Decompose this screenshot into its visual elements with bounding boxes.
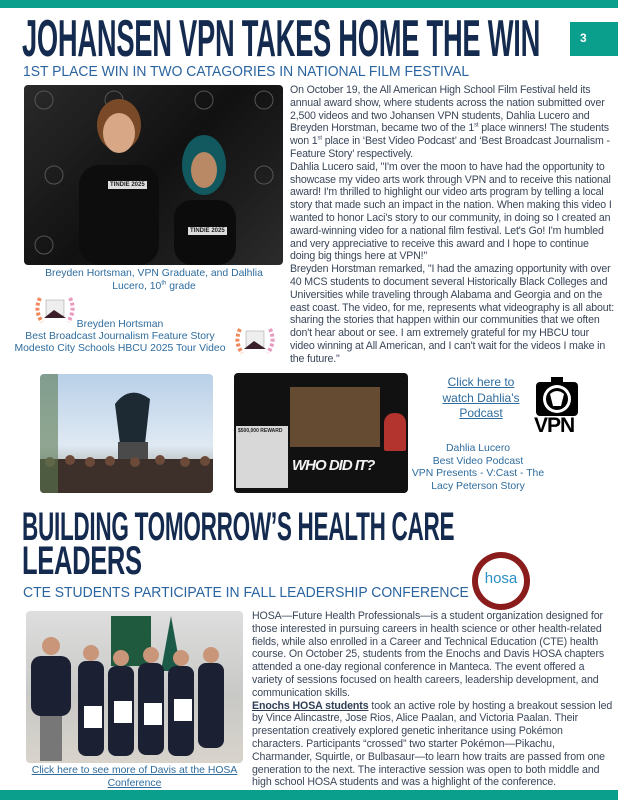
award1-caption <box>14 319 226 356</box>
award2-category: Best Video Podcast <box>432 455 524 467</box>
hosa-logo-text: hosa <box>484 570 518 587</box>
award1-work: Modesto City Schools HBCU 2025 Tour Video <box>14 343 226 355</box>
corkboard <box>290 387 380 447</box>
hosa-logo <box>472 552 530 610</box>
article2-paragraph-1: HOSA—Future Health Professionals—is a student organization designed for those interested in pursuing careers in health science or other health-related fields, while also enrolled in a Career and Technical Education (CTE) health course. On October 25, students from the Enochs and Davis HOSA chapters attended a one-day regional conference in Manteca. The event offered a variety of sessions focused on health careers, leadership development, and communication skills. <box>252 610 605 699</box>
page-number: 3 <box>580 31 587 45</box>
text: Breyden Hortsman, VPN Graduate, and Dalhlia Lucero, 10 <box>45 268 263 292</box>
article2-paragraph-2 <box>252 700 616 790</box>
award1-category: Best Broadcast Journalism Feature Story <box>25 331 215 343</box>
vpn-logo <box>533 374 581 442</box>
text: place in ‘Best Video Podcast’ and ‘Best Broadcast Journalism - Feature Story’ respectively. <box>290 135 610 160</box>
podcast-video-thumbnail[interactable] <box>234 373 408 493</box>
text: grade <box>166 280 196 292</box>
hosa-group-photo <box>26 611 243 763</box>
article1-paragraph-3: Breyden Horstman remarked, "I had the amazing opportunity with over 40 MCS students to document several Historically Black Colleges and Universities while traveling through Alabama and Georgia and on the east coast. The video, for me, represents what videography is all about: sharing the stories that happen within our communities that we often don't hear about or see. I am extremely grateful for my HBCU tour video winning at All American, and I can't wait for the videos I make in the future." <box>290 263 615 365</box>
text: place winners! The students won 1 <box>290 122 609 148</box>
hosa-photo-link-text[interactable]: Click here to see more of Davis at the HOSA Conference <box>31 765 238 789</box>
hosa-logo-inner <box>478 558 524 604</box>
top-accent-bar <box>0 0 618 8</box>
hbcu-tour-photo <box>40 374 213 493</box>
award2-name: Dahlia Lucero <box>445 443 511 454</box>
headline2-container <box>22 505 462 583</box>
festival-laurel-icon <box>232 325 278 357</box>
article1-body <box>290 84 616 366</box>
superscript: st <box>317 135 322 142</box>
article-subtitle: 1ST PLACE WIN IN TWO CATAGORIES IN NATIONAL FILM FESTIVAL <box>23 64 470 80</box>
podcast-link[interactable] <box>436 375 526 422</box>
article2-title-line1: BUILDING TOMORROW’S HEALTH CARE <box>22 505 455 549</box>
text: took an active role by hosting a breakout session led by Vince Alincastre, Jose Rios, Alice Paalan, and Victoria Paalan. Their presentation creatively explored genetic inheritance using Pokémon characters. Participants “crossed” two starter Pokémon—Pikachu, Charmander, Squirtle, or Bulbasaur—to learn how traits are passed from one generation to the next. The interactive session was open to both middle and high school HOSA students and was a highlight of the conference. <box>252 699 613 789</box>
article1-paragraph-1 <box>290 84 616 161</box>
vpn-logo-text: VPN <box>534 414 575 437</box>
award2-caption <box>410 443 546 493</box>
bottom-accent-bar <box>0 790 618 800</box>
superscript: st <box>474 122 479 129</box>
article2-subtitle: CTE STUDENTS PARTICIPATE IN FALL LEADERSHIP CONFERENCE <box>23 585 469 601</box>
enochs-hosa-link[interactable]: Enochs HOSA students <box>252 699 369 712</box>
award2-work: VPN Presents - V:Cast - The Lacy Peterson Story <box>411 468 545 492</box>
video-overlay-title: WHO DID IT? <box>292 457 375 474</box>
article1-paragraph-2: Dahlia Lucero said, "I'm over the moon to have had the opportunity to showcase my video arts work through VPN and to receive this national award! I'm thrilled to highlight our video arts program by telling a local story that made such an impact in the nation. When making this video I wanted to honor Laci's story to our community, in doing so I created an award-winning video for a national film festival. Let's Go! I'm humbled and very appreciative to receive this award and I hope to continue doing big things here at VPN!" <box>290 160 612 263</box>
headline-container <box>22 10 541 68</box>
host-figure <box>384 413 406 451</box>
hbcu-tour-photo-art <box>40 374 213 493</box>
award-winners-photo-art <box>24 85 283 265</box>
article2-title-line2: LEADERS <box>22 539 142 583</box>
reward-poster <box>236 426 288 488</box>
article2-body <box>252 610 616 789</box>
hosa-group-photo-art <box>26 611 243 763</box>
article-title: JOHANSEN VPN TAKES HOME THE WIN <box>22 10 541 68</box>
page-number-badge <box>570 22 618 56</box>
award-sign-text: TINDIE 2025 <box>190 228 225 234</box>
photo-caption <box>40 268 268 293</box>
reward-poster-text: $500,000 REWARD <box>238 428 283 434</box>
superscript: th <box>161 280 167 287</box>
award1-name: Breyden Hortsman <box>76 319 164 330</box>
podcast-link-text[interactable]: Click here to watch Dahlia's Podcast <box>442 375 520 420</box>
award-winners-photo <box>24 85 283 265</box>
hosa-photo-link[interactable] <box>26 765 243 790</box>
award-sign-text: TINDIE 2025 <box>110 182 145 188</box>
text: On October 19, the All American High School Film Festival held its annual award show, where students across the nation submitted over 2,500 videos and two Johansen VPN students, Dahlia Lucero and Breyden Horstman, became two of the 1 <box>290 84 605 135</box>
